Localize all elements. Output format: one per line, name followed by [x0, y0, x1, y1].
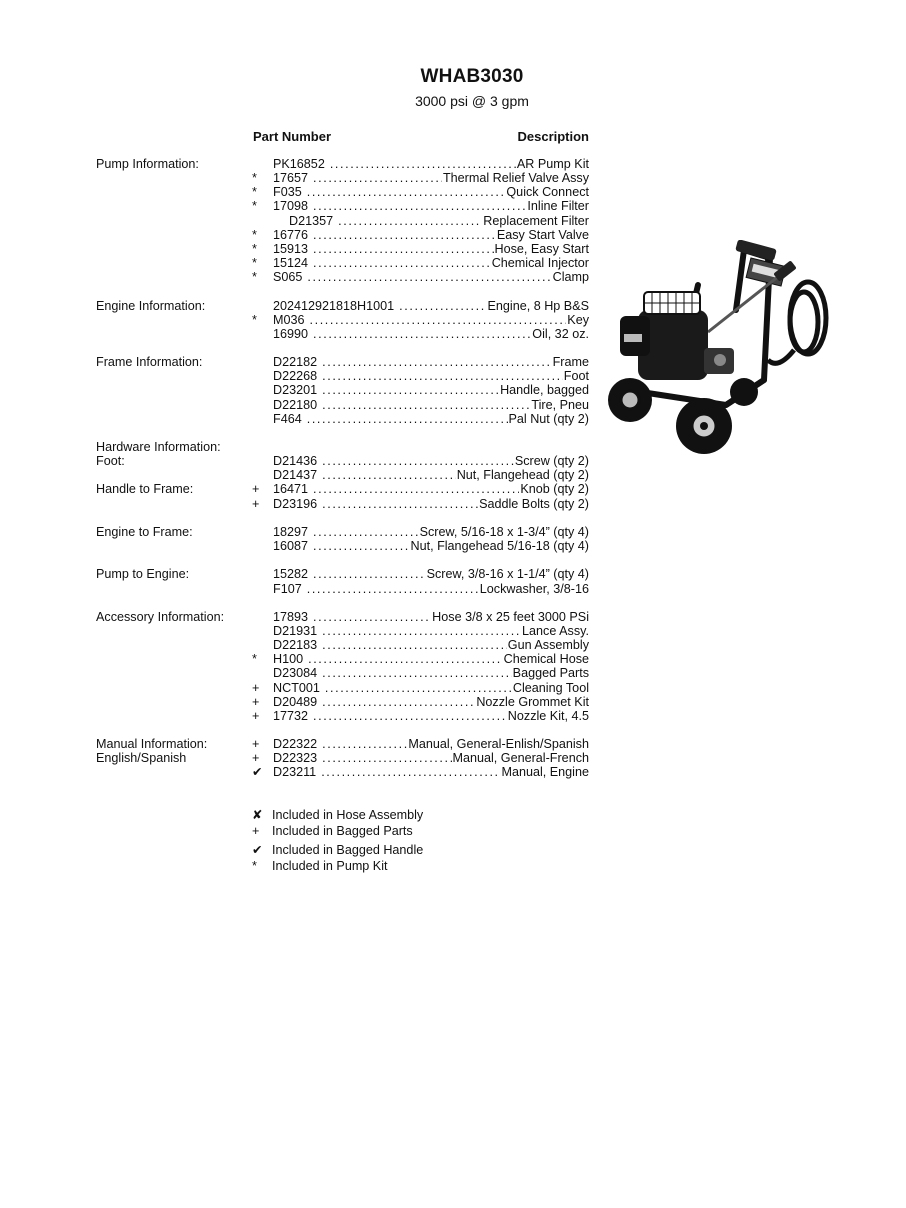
dot-leader	[399, 299, 486, 313]
dot-leader	[322, 695, 475, 709]
part-description: Manual, General-Enlish/Spanish	[408, 737, 589, 752]
part-number: 17732	[273, 708, 309, 723]
part-description: Nut, Flangehead (qty 2)	[456, 468, 589, 483]
dot-leader	[322, 751, 451, 765]
part-marker: *	[252, 171, 257, 186]
dot-leader	[322, 355, 551, 369]
section-label: Handle to Frame:	[96, 482, 194, 497]
part-number: S065	[273, 270, 303, 285]
description-header: Description	[517, 129, 589, 144]
dot-leader	[322, 737, 407, 751]
part-row	[273, 652, 589, 666]
part-description: Foot	[563, 369, 589, 384]
part-row	[273, 468, 589, 482]
part-row	[273, 539, 589, 553]
part-description: Nozzle Grommet Kit	[476, 694, 589, 709]
part-row	[273, 454, 589, 468]
part-row	[273, 327, 589, 341]
part-number: 16776	[273, 227, 309, 242]
dot-leader	[330, 157, 516, 171]
part-number: 16990	[273, 326, 309, 341]
part-row	[289, 214, 589, 228]
part-description: Gun Assembly	[507, 638, 589, 653]
part-number: 18297	[273, 524, 309, 539]
part-number: D22323	[273, 751, 318, 766]
part-number: 15282	[273, 567, 309, 582]
legend-text: Included in Hose Assembly	[272, 808, 424, 822]
part-marker: *	[252, 256, 257, 271]
part-description: Frame	[552, 355, 589, 370]
dot-leader	[313, 567, 426, 581]
part-number: D22268	[273, 369, 318, 384]
part-description: Lockwasher, 3/8-16	[479, 581, 589, 596]
part-description: Manual, General-French	[452, 751, 589, 766]
part-number: D22322	[273, 737, 318, 752]
part-row	[273, 709, 589, 723]
part-row	[273, 624, 589, 638]
part-row	[273, 383, 589, 397]
dot-leader	[307, 412, 508, 426]
legend-text: Included in Pump Kit	[272, 858, 388, 873]
part-marker: *	[252, 241, 257, 256]
dot-leader	[322, 369, 563, 383]
section-label: English/Spanish	[96, 751, 187, 766]
part-marker: +	[252, 708, 260, 723]
part-description: Oil, 32 oz.	[532, 326, 589, 341]
part-row	[273, 666, 589, 680]
dot-leader	[338, 214, 482, 228]
part-number: F107	[273, 581, 302, 596]
part-row	[273, 242, 589, 256]
part-number: 15913	[273, 241, 309, 256]
part-row	[273, 256, 589, 270]
part-marker: +	[252, 737, 260, 752]
part-row	[273, 737, 589, 751]
part-description: Screw, 3/8-16 x 1-1/4” (qty 4)	[426, 567, 589, 582]
part-description: Manual, Engine	[501, 765, 589, 780]
part-marker: +	[252, 680, 260, 695]
part-description: Hose, Easy Start	[494, 241, 589, 256]
dot-leader	[313, 610, 431, 624]
dot-leader	[308, 652, 503, 666]
part-number: 202412921818H1001	[273, 298, 395, 313]
part-description: Knob (qty 2)	[520, 482, 589, 497]
section-label: Pump to Engine:	[96, 567, 190, 582]
section-label: Engine to Frame:	[96, 524, 193, 539]
part-row	[273, 497, 589, 511]
part-number: D22180	[273, 397, 318, 412]
dot-leader	[322, 624, 521, 638]
part-description: Handle, bagged	[500, 383, 589, 398]
part-number: D23084	[273, 666, 318, 681]
part-description: Screw (qty 2)	[514, 454, 589, 469]
part-row	[273, 695, 589, 709]
part-description: Nut, Flangehead 5/16-18 (qty 4)	[410, 539, 589, 554]
dot-leader	[313, 539, 409, 553]
part-marker: *	[252, 312, 257, 327]
section-label: Engine Information:	[96, 298, 206, 313]
legend-item	[252, 842, 423, 857]
legend-symbol: ✔	[252, 842, 263, 857]
part-number: D22182	[273, 355, 318, 370]
part-row	[273, 171, 589, 185]
part-number: 17098	[273, 199, 309, 214]
dot-leader	[313, 171, 442, 185]
part-number: F464	[273, 411, 302, 426]
part-row	[273, 398, 589, 412]
part-number: H100	[273, 652, 304, 667]
dot-leader	[313, 525, 419, 539]
part-number: 17893	[273, 609, 309, 624]
part-description: Clamp	[552, 270, 589, 285]
part-number: D20489	[273, 694, 318, 709]
part-description: Pal Nut (qty 2)	[508, 411, 589, 426]
dot-leader	[313, 256, 491, 270]
part-marker: *	[252, 652, 257, 667]
part-number: D21931	[273, 623, 318, 638]
legend-text: Included in Bagged Handle	[272, 842, 424, 857]
dot-leader	[313, 327, 531, 341]
dot-leader	[313, 709, 507, 723]
part-number: D21437	[273, 468, 318, 483]
part-number-header: Part Number	[253, 129, 332, 144]
dot-leader	[321, 765, 500, 779]
part-number: 16087	[273, 539, 309, 554]
section-label: Pump Information:	[96, 157, 199, 171]
part-row	[273, 638, 589, 652]
part-row	[273, 185, 589, 199]
part-number: F035	[273, 185, 302, 200]
part-row	[273, 355, 589, 369]
part-description: Tire, Pneu	[531, 397, 589, 412]
part-row	[273, 313, 589, 327]
part-row	[273, 412, 589, 426]
part-description: Inline Filter	[527, 199, 589, 214]
dot-leader	[307, 185, 506, 199]
legend-item	[252, 807, 423, 822]
part-marker: +	[252, 694, 260, 709]
part-number: D22183	[273, 638, 318, 653]
part-description: Screw, 5/16-18 x 1-3/4” (qty 4)	[419, 524, 589, 539]
dot-leader	[325, 681, 512, 695]
part-row	[273, 525, 589, 539]
pressure-washer-image	[608, 240, 840, 460]
part-row	[273, 765, 589, 779]
dot-leader	[313, 228, 496, 242]
legend-symbol: +	[252, 824, 260, 839]
part-number: PK16852	[273, 157, 325, 171]
part-description: Easy Start Valve	[496, 227, 589, 242]
part-row	[273, 369, 589, 383]
part-description: Lance Assy.	[522, 623, 589, 638]
part-row	[273, 299, 589, 313]
part-row	[273, 270, 589, 284]
part-number: NCT001	[273, 680, 320, 695]
part-description: Bagged Parts	[512, 666, 589, 681]
part-row	[273, 681, 589, 695]
dot-leader	[322, 454, 514, 468]
dot-leader	[313, 199, 526, 213]
dot-leader	[313, 482, 519, 496]
part-description: Saddle Bolts (qty 2)	[479, 496, 589, 511]
part-row	[273, 199, 589, 213]
part-number: 17657	[273, 171, 309, 186]
part-row	[273, 228, 589, 242]
legend-symbol: ✘	[252, 808, 263, 822]
part-marker: *	[252, 199, 257, 214]
dot-leader	[322, 638, 507, 652]
section-label: Hardware Information:	[96, 440, 221, 454]
dot-leader	[322, 497, 478, 511]
part-row	[273, 482, 589, 496]
part-number: M036	[273, 312, 305, 327]
dot-leader	[322, 383, 499, 397]
part-row	[273, 610, 589, 624]
part-number: 15124	[273, 256, 309, 271]
part-description: Nozzle Kit, 4.5	[507, 708, 589, 723]
legend-item	[252, 824, 413, 838]
part-description: Replacement Filter	[483, 213, 589, 228]
part-description: Cleaning Tool	[512, 680, 589, 695]
dot-leader	[313, 242, 493, 256]
legend-text: Included in Bagged Parts	[272, 824, 413, 839]
part-description: Key	[567, 312, 589, 327]
part-marker: *	[252, 227, 257, 242]
part-number: D21357	[289, 213, 334, 228]
part-description: Engine, 8 Hp B&S	[487, 298, 589, 313]
part-number: 16471	[273, 482, 309, 497]
legend-item	[252, 859, 388, 873]
section-label: Foot:	[96, 454, 125, 469]
part-description: Hose 3/8 x 25 feet 3000 PSi	[432, 609, 589, 624]
section-label: Manual Information:	[96, 737, 208, 752]
section-label: Frame Information:	[96, 355, 203, 370]
part-marker: ✔	[252, 765, 263, 780]
part-number: D21436	[273, 454, 318, 469]
dot-leader	[322, 398, 530, 412]
section-label: Accessory Information:	[96, 609, 225, 624]
dot-leader	[322, 468, 456, 482]
dot-leader	[307, 270, 551, 284]
part-marker: +	[252, 496, 260, 511]
part-description: Thermal Relief Valve Assy	[442, 171, 589, 186]
part-marker: +	[252, 751, 260, 766]
part-description: AR Pump Kit	[516, 157, 589, 171]
part-number: D23211	[273, 765, 317, 780]
model-title: WHAB3030	[420, 66, 524, 87]
dot-leader	[307, 582, 479, 596]
part-description: Chemical Hose	[503, 652, 589, 667]
part-marker: *	[252, 270, 257, 285]
part-row	[273, 582, 589, 596]
dot-leader	[322, 666, 512, 680]
dot-leader	[310, 313, 567, 327]
part-row	[273, 157, 589, 171]
model-rating: 3000 psi @ 3 gpm	[415, 93, 529, 109]
part-row	[273, 567, 589, 581]
part-row	[273, 751, 589, 765]
part-description: Quick Connect	[506, 185, 589, 200]
legend-symbol: *	[252, 858, 257, 873]
part-number: D23201	[273, 383, 318, 398]
part-number: D23196	[273, 496, 318, 511]
part-marker: +	[252, 482, 260, 497]
part-description: Chemical Injector	[491, 256, 589, 271]
part-marker: *	[252, 185, 257, 200]
